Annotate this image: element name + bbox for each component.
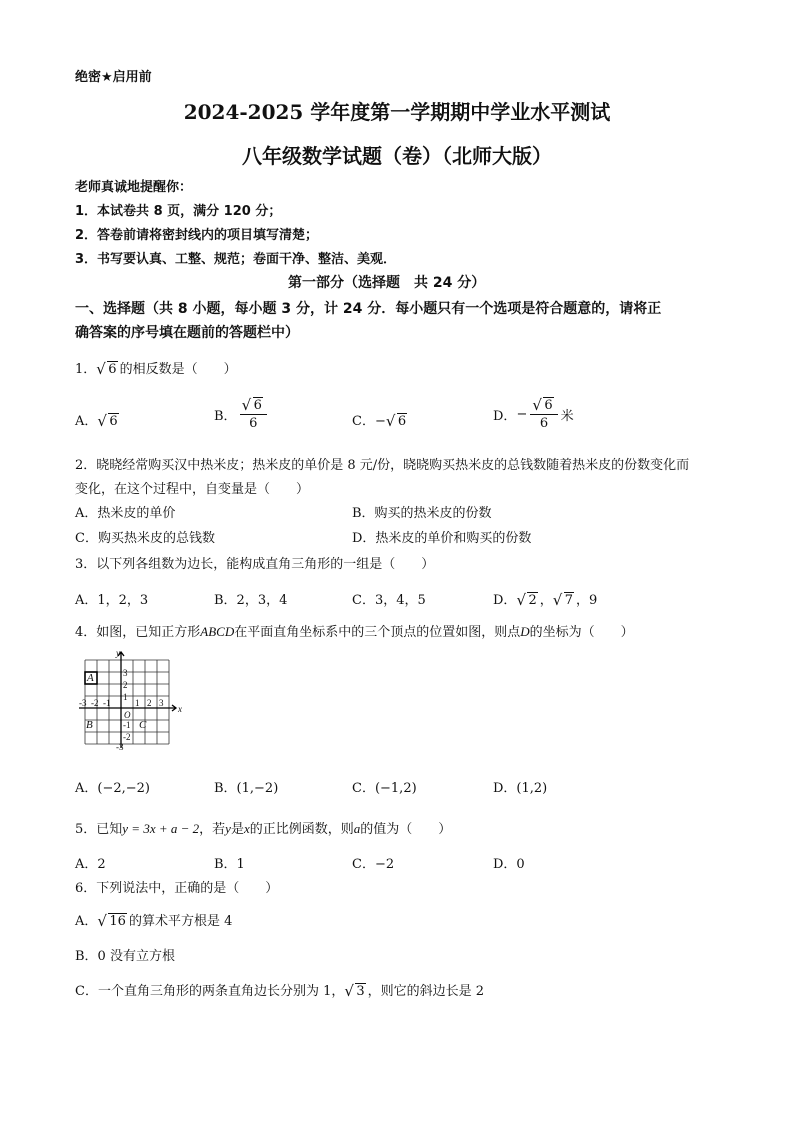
q4-option-c[interactable]: C．(−1,2) <box>352 781 417 796</box>
reminder-item-1: 1．本试卷共 8 页，满分 120 分； <box>75 204 282 219</box>
q5-option-b[interactable]: B．1 <box>214 857 245 872</box>
reminder-heading: 老师真诚地提醒你： <box>75 180 193 195</box>
tick-y-neg3: -3 <box>116 742 124 752</box>
q2-option-d[interactable]: D．热米皮的单价和购买的份数 <box>352 531 532 546</box>
part1-instruction-2: 确答案的序号填在题前的答题栏中） <box>75 325 299 341</box>
tick-x-1: 1 <box>135 698 140 708</box>
q4-option-a[interactable]: A．(−2,−2) <box>75 781 150 796</box>
tick-x-3: 3 <box>159 698 164 708</box>
point-a-label: A <box>87 672 94 684</box>
tick-y-neg1: -1 <box>123 720 131 730</box>
question-4: 4．如图，已知正方形ABCD在平面直角坐标系中的三个顶点的位置如图，则点D的坐标为（ ） <box>75 624 634 640</box>
question-2-line-1: 2．晓晓经常购买汉中热米皮；热米皮的单价是 8 元/份，晓晓购买热米皮的总钱数随着热米皮的份数变化而 <box>75 458 690 473</box>
reminder-item-3: 3．书写要认真、工整、规范；卷面干净、整洁、美观． <box>75 252 397 267</box>
y-axis-label: y <box>116 648 120 658</box>
q6-option-b[interactable]: B．0 没有立方根 <box>75 949 175 964</box>
exam-title: 2024-2025 学年度第一学期期中学业水平测试 <box>183 100 611 124</box>
exam-subtitle: 八年级数学试题（卷）（北师大版） <box>242 144 552 168</box>
origin-label: O <box>124 710 131 720</box>
point-c-label: C <box>139 719 147 731</box>
part1-heading: 第一部分（选择题 共 24 分） <box>288 275 486 291</box>
question-2-line-2: 变化，在这个过程中，自变量是（ ） <box>75 482 310 497</box>
q1-option-c[interactable]: C．−√ 6 <box>352 410 409 429</box>
q4-option-b[interactable]: B．(1,−2) <box>214 781 279 796</box>
q3-option-d[interactable]: D．√ 2 ，√ 7 ，9 <box>493 589 597 608</box>
q5-option-c[interactable]: C．−2 <box>352 857 395 872</box>
tick-x-neg1: -1 <box>103 698 111 708</box>
q2-option-b[interactable]: B．购买的热米皮的份数 <box>352 506 492 521</box>
tick-x-neg3: -3 <box>79 698 87 708</box>
q6-option-c[interactable]: C．一个直角三角形的两条直角边长分别为 1，√ 3 ，则它的斜边长是 2 <box>75 980 484 999</box>
q6-option-a[interactable]: A．√ 16 的算术平方根是 4 <box>75 910 232 929</box>
reminder-item-2: 2．答卷前请将密封线内的项目填写清楚； <box>75 228 319 243</box>
tick-y-neg2: -2 <box>123 732 131 742</box>
q3-option-c[interactable]: C．3，4，5 <box>352 593 426 608</box>
q1-option-d[interactable]: D． − √ $\frac{6}{6}$ 米 <box>493 398 574 431</box>
q3-option-a[interactable]: A．1，2，3 <box>75 593 149 608</box>
secret-label: 绝密★启用前 <box>75 70 152 85</box>
q1-option-b[interactable]: B． √ $\frac{6}{6}$ <box>214 398 270 431</box>
question-5: 5．已知y = 3x + a − 2，若y是x的正比例函数，则a的值为（ ） <box>75 821 452 837</box>
tick-y-2: 2 <box>123 680 128 690</box>
q5-option-d[interactable]: D．0 <box>493 857 525 872</box>
q1-option-a[interactable]: A．√ 6 <box>75 410 121 429</box>
tick-y-3: 3 <box>123 668 128 678</box>
question-3: 3．以下列各组数为边长，能构成直角三角形的一组是（ ） <box>75 557 435 572</box>
question-6: 6．下列说法中，正确的是（ ） <box>75 881 279 896</box>
tick-y-1: 1 <box>123 692 128 702</box>
point-b-label: B <box>86 719 93 731</box>
q5-option-a[interactable]: A．2 <box>75 857 106 872</box>
question-1: 1．√ 6 的相反数是（ ） <box>75 358 237 377</box>
part1-instruction-1: 一、选择题（共 8 小题，每小题 3 分，计 24 分．每小题只有一个选项是符合题意的，请将正 <box>75 301 662 317</box>
q2-option-c[interactable]: C．购买热米皮的总钱数 <box>75 531 215 546</box>
q2-option-a[interactable]: A．热米皮的单价 <box>75 506 176 521</box>
tick-x-neg2: -2 <box>91 698 99 708</box>
q3-option-b[interactable]: B．2，3，4 <box>214 593 288 608</box>
tick-x-2: 2 <box>147 698 152 708</box>
coordinate-grid-figure <box>76 648 186 752</box>
x-axis-label: x <box>178 704 182 714</box>
q4-option-d[interactable]: D．(1,2) <box>493 781 548 796</box>
